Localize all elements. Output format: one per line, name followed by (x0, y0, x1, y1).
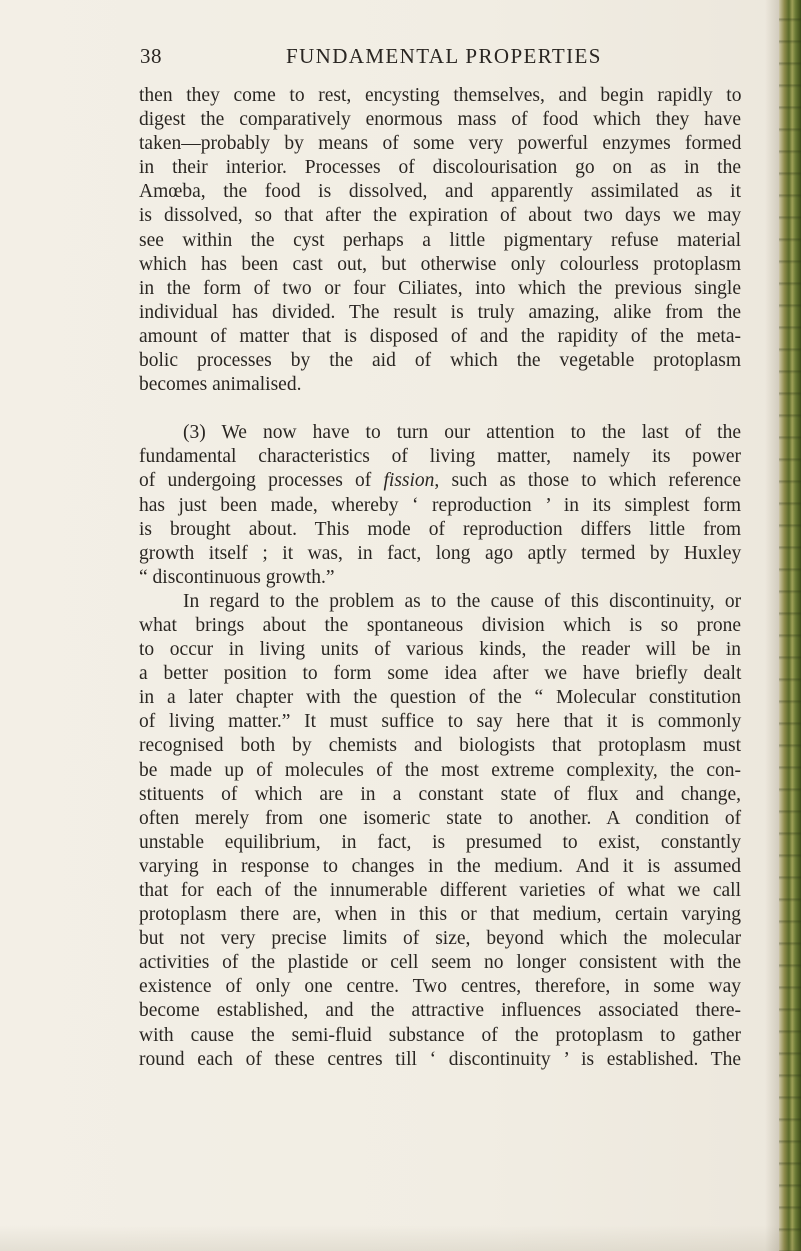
text-line: in a later chapter with the question of the “ Molecular constitution (139, 687, 741, 709)
text-line: becomes animalised. (139, 374, 302, 396)
text-line: digest the comparatively enormous mass of food which they have (139, 109, 741, 131)
text-line: often merely from one isomeric state to another. A condition of (139, 807, 742, 829)
text-line: existence of only one centre. Two centres, therefore, in some way (139, 976, 742, 998)
text-line: then they come to rest, encysting themselves, and begin rapidly to (139, 85, 742, 106)
text-line: activities of the plastide or cell seem no longer consistent with the (139, 952, 741, 974)
text-line: amount of matter that is disposed of and the rapidity of the meta- (139, 325, 741, 347)
text-line: see within the cyst perhaps a little pigmentary refuse material (139, 229, 741, 251)
text-line: recognised both by chemists and biologists that protoplasm must (139, 735, 741, 757)
text-line: individual has divided. The result is truly amazing, alike from the (139, 301, 741, 323)
emphasis-fission: fission (383, 470, 435, 492)
text-line: which has been cast out, but otherwise only colourless protoplasm (139, 253, 741, 275)
text-line: that for each of the innumerable different varieties of what we call (139, 880, 741, 901)
text-line: In regard to the problem as to the cause of this discontinuity, or (183, 590, 742, 612)
text-line: “ discontinuous growth.” (139, 566, 335, 588)
text-line: in their interior. Processes of discolourisation go on as in the (139, 157, 741, 179)
text-line: (3) We now have to turn our attention to the last of the (183, 422, 741, 444)
body-text (139, 84, 741, 1072)
text-line-with-emphasis (139, 469, 741, 493)
page-bottom-shadow (0, 1225, 801, 1251)
text-line: round each of these centres till ‘ discontinuity ’ is established. The (139, 1048, 741, 1070)
running-head-title: FUNDAMENTAL PROPERTIES (286, 44, 602, 68)
text-line: Amœba, the food is dissolved, and apparently assimilated as it (139, 181, 741, 203)
book-binding-edge (779, 0, 801, 1251)
text-fragment: , such as those to which reference (434, 470, 741, 492)
text-fragment: of undergoing processes of (139, 470, 384, 492)
text-line: but not very precise limits of size, beyond which the molecular (139, 928, 742, 950)
text-line: bolic processes by the aid of which the vegetable protoplasm (139, 350, 741, 372)
text-line: varying in response to changes in the medium. And it is assumed (139, 855, 741, 877)
text-line: become established, and the attractive influences associated there- (139, 1000, 741, 1022)
text-line: in the form of two or four Ciliates, into which the previous single (139, 277, 741, 299)
text-line: stituents of which are in a constant state of flux and change, (139, 783, 741, 805)
text-line: taken—probably by means of some very powerful enzymes formed (139, 133, 742, 155)
text-line: is dissolved, so that after the expiration of about two days we may (139, 205, 742, 227)
text-line: unstable equilibrium, in fact, is presumed to exist, constantly (139, 831, 741, 853)
text-line: a better position to form some idea after we have briefly dealt (139, 663, 742, 685)
running-head (140, 44, 800, 78)
paragraph-discontinuity (139, 590, 741, 1072)
binding-shadow (765, 0, 779, 1251)
text-line: protoplasm there are, when in this or that medium, certain varying (139, 904, 741, 926)
text-line: with cause the semi-fluid substance of the protoplasm to gather (139, 1024, 741, 1046)
text-line: is brought about. This mode of reproduction differs little from (139, 518, 741, 540)
text-line: of living matter.” It must suffice to say here that it is commonly (139, 711, 742, 733)
text-line: what brings about the spontaneous division which is so prone (139, 614, 741, 636)
paragraph-continued (139, 84, 741, 397)
paragraph-fission (139, 421, 741, 590)
page-number: 38 (140, 44, 162, 68)
text-line: has just been made, whereby ‘ reproduction ’ in its simplest form (139, 494, 741, 516)
text-line: be made up of molecules of the most extreme complexity, the con- (139, 759, 741, 781)
text-line: fundamental characteristics of living matter, namely its power (139, 446, 741, 468)
text-line: to occur in living units of various kinds, the reader will be in (139, 639, 741, 661)
text-line: growth itself ; it was, in fact, long ago aptly termed by Huxley (139, 542, 742, 564)
